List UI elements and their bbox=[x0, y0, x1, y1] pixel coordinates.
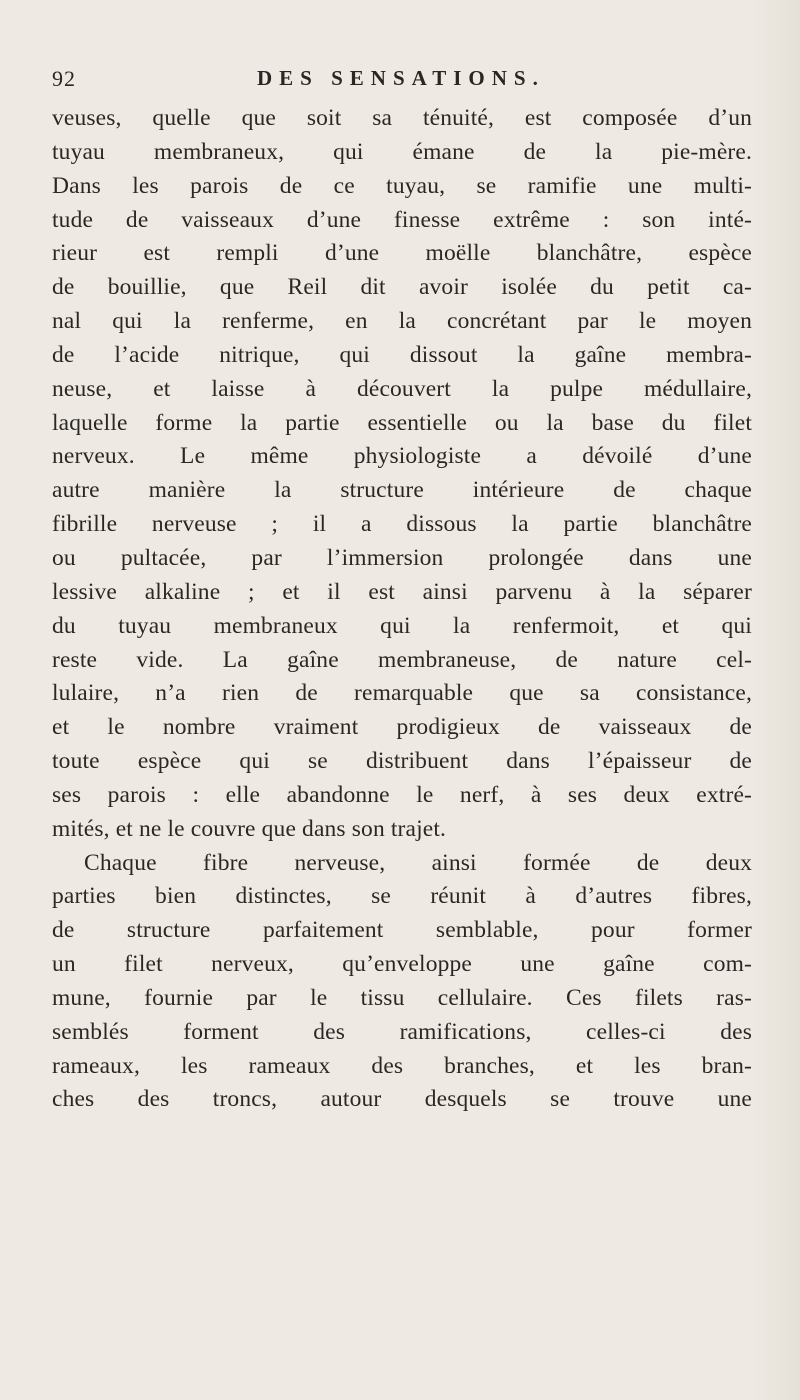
text-line: tuyau membraneux, qui émane de la pie-mère. bbox=[52, 138, 752, 165]
text-line: toute espèce qui se distribuent dans l’épaisseur de bbox=[52, 748, 752, 775]
text-line: fibrille nerveuse ; il a dissous la partie blanchâtre bbox=[52, 511, 752, 538]
text-line: du tuyau membraneux qui la renfermoit, et qui bbox=[52, 612, 752, 639]
text-line: neuse, et laisse à découvert la pulpe médullaire, bbox=[52, 375, 752, 402]
text-line: tude de vaisseaux d’une finesse extrême : son inté- bbox=[52, 206, 752, 233]
text-line: lulaire, n’a rien de remarquable que sa consistance, bbox=[52, 680, 752, 707]
text-line: Dans les parois de ce tuyau, se ramifie une multi- bbox=[52, 172, 752, 199]
page-number: 92 bbox=[52, 66, 76, 91]
text-line: reste vide. La gaîne membraneuse, de nature cel- bbox=[52, 646, 752, 673]
text-line: ches des troncs, autour desquels se trouve une bbox=[52, 1086, 752, 1113]
body-text bbox=[52, 102, 752, 1117]
text-line: de structure parfaitement semblable, pour former bbox=[52, 917, 752, 944]
text-line: parties bien distinctes, se réunit à d’autres fibres, bbox=[52, 883, 752, 910]
text-line: nerveux. Le même physiologiste a dévoilé d’une bbox=[52, 443, 752, 470]
running-title: DES SENSATIONS. bbox=[257, 66, 545, 90]
running-head bbox=[52, 66, 752, 98]
paragraph-start-line: Chaque fibre nerveuse, ainsi formée de deux bbox=[84, 849, 752, 876]
text-line: veuses, quelle que soit sa ténuité, est composée d’un bbox=[52, 105, 752, 131]
text-line: rameaux, les rameaux des branches, et les bran- bbox=[52, 1052, 752, 1079]
text-line: nal qui la renferme, en la concrétant par le moyen bbox=[52, 308, 752, 335]
text-line: de l’acide nitrique, qui dissout la gaîne membra- bbox=[52, 341, 752, 368]
text-line: lessive alkaline ; et il est ainsi parvenu à la séparer bbox=[52, 578, 752, 605]
text-line: un filet nerveux, qu’enveloppe une gaîne com- bbox=[52, 951, 752, 978]
text-line: laquelle forme la partie essentielle ou la base du filet bbox=[52, 409, 752, 436]
text-line: semblés forment des ramifications, celles-ci des bbox=[52, 1018, 752, 1045]
text-line: ses parois : elle abandonne le nerf, à ses deux extré- bbox=[52, 781, 752, 808]
text-line: et le nombre vraiment prodigieux de vaisseaux de bbox=[52, 714, 752, 741]
text-line: ou pultacée, par l’immersion prolongée dans une bbox=[52, 544, 752, 571]
text-line: mune, fournie par le tissu cellulaire. Ces filets ras- bbox=[52, 984, 752, 1011]
text-line: de bouillie, que Reil dit avoir isolée du petit ca- bbox=[52, 274, 752, 301]
paragraph-end-line: mités, et ne le couvre que dans son trajet. bbox=[52, 815, 447, 842]
text-line: rieur est rempli d’une moëlle blanchâtre, espèce bbox=[52, 240, 752, 267]
text-line: autre manière la structure intérieure de chaque bbox=[52, 477, 752, 504]
